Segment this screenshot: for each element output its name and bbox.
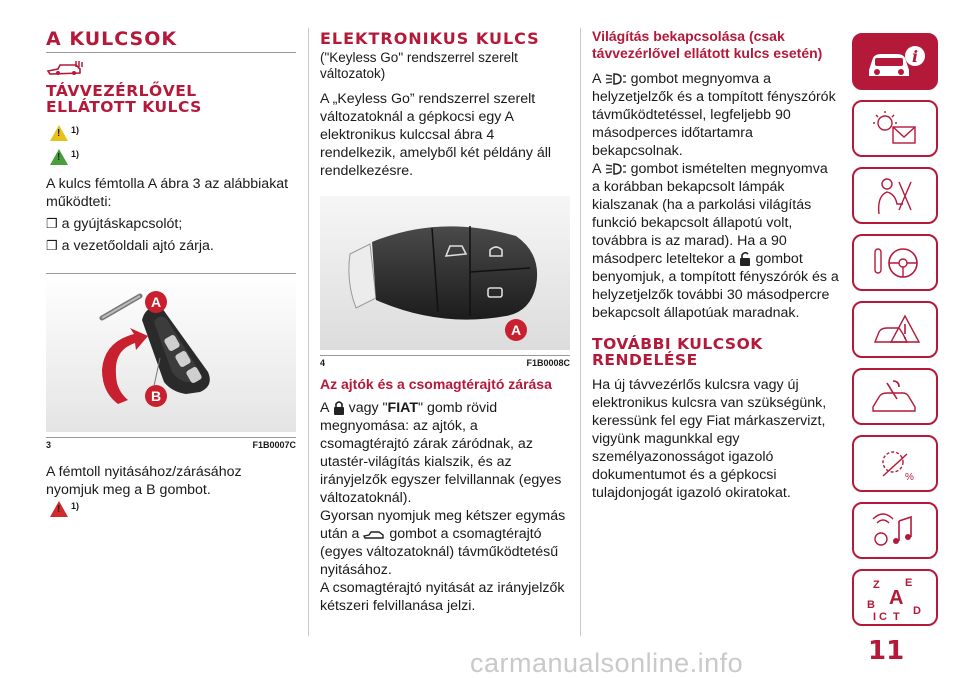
electronic-key-illustration (320, 196, 570, 350)
bullet-door-lock: ❒ a vezetőoldali ajtó zárja. (46, 238, 214, 254)
label-a: A (150, 294, 162, 310)
svg-text:i: i (911, 46, 919, 66)
column-keys (46, 28, 296, 523)
svg-text:D: D (913, 604, 921, 617)
electronic-key-text: A „Keyless Go” rendszerrel szerelt változatoknál a gépkocsi egy A elektronikus kulccsal ábra 4 rendelkezik, amelyből két példány áll rendelkezésre. (320, 91, 552, 179)
remote-key-icon (46, 59, 296, 81)
chapter-tabs (852, 33, 938, 636)
intro-text: A kulcs fémtolla A ábra 3 az alábbiakat működteti: (46, 176, 289, 210)
svg-text:C: C (879, 610, 887, 622)
page-title: A KULCSOK (46, 28, 178, 50)
service-maintenance-icon[interactable] (852, 368, 938, 425)
danger-triangle-icon (50, 501, 68, 517)
heading-door-locking: Az ajtók és a csomagtérajtó zárása (320, 376, 552, 392)
figure-caption: 3 F1B0007C (46, 437, 296, 450)
environment-note-icon (50, 149, 68, 165)
order-keys-text: Ha új távvezérlős kulcsra vagy új elektronikus kulcsra van szükségünk, keressünk fel egy Fiat márkaszervizt, vigyünk magunkkal egy személyazonosságot igazoló dokumentumot és a gépkocsi tulajdonjogát igazoló okiratokat. (592, 377, 827, 501)
door-locking-text: A vagy "FIAT" gomb rövid megnyomása: az ajtók, a csomagtérajtó zárak záródnak, az utastér-világítás kialszik, és az irányjelzők egyszer felvillannak (egyes változatoknál). Gyorsan nyomjuk meg kétszer egymás után a gombot a csomagtérajtó (egyes változatoknál) távműködtetésű nyitásához. A csomagtérajtó nyitását az irányjelzők kétszeri felvillanása jelzi. (320, 400, 566, 614)
svg-text:A: A (889, 586, 904, 609)
lock-icon (333, 400, 345, 416)
page-number: 11 (868, 636, 905, 666)
heading-order-keys: TOVÁBBI KULCSOK RENDELÉSE (592, 335, 763, 369)
lighting-text-1: A gombot megnyomva a helyzetjelzők és a tompított fényszórók távműködtetéssel, legfeljebb 90 másodperces időtartamra bekapcsolnak. (592, 71, 836, 159)
column-divider (580, 28, 581, 636)
figure-caption: 4 F1B0008C (320, 355, 570, 368)
warning-note-green: ! 1) (50, 149, 296, 171)
svg-text:B: B (867, 598, 875, 611)
column-electronic-key (320, 28, 570, 615)
title-divider (46, 52, 296, 53)
unlock-icon (739, 251, 751, 267)
section-title-remote-key: TÁVVEZÉRLŐVEL ELLÁTOTT KULCS (46, 82, 202, 116)
car-info-icon[interactable] (852, 33, 938, 90)
warning-triangle-icon (50, 125, 68, 141)
emergency-icon[interactable] (852, 301, 938, 358)
flip-key-illustration (46, 274, 296, 432)
warning-note-yellow: ! 1) (50, 125, 296, 147)
column-lighting (592, 28, 840, 502)
watermark: carmanualsonline.info (470, 648, 744, 678)
label-a: A (510, 322, 522, 338)
warning-lights-icon[interactable] (852, 100, 938, 157)
svg-text:T: T (893, 610, 900, 622)
section-title-electronic-key: ELEKTRONIKUS KULCS (320, 29, 540, 48)
technical-data-icon[interactable] (852, 435, 938, 492)
multimedia-icon[interactable] (852, 502, 938, 559)
electronic-key-subtitle: ("Keyless Go" rendszerrel szerelt változatok) (320, 50, 518, 81)
svg-text:E: E (905, 576, 913, 589)
figure-4-electronic-key (320, 196, 570, 366)
column-divider (308, 28, 309, 636)
bullet-ignition: ❒ a gyújtáskapcsolót; (46, 216, 183, 232)
tailgate-icon (363, 528, 385, 540)
headlight-icon (605, 163, 627, 175)
svg-text:%: % (905, 471, 914, 483)
index-icon[interactable] (852, 569, 938, 626)
headlight-icon (605, 73, 627, 85)
figure-3-flip-key (46, 273, 296, 450)
outro-text: A fémtoll nyitásához/zárásához nyomjuk meg a B gombot. (46, 464, 242, 498)
label-b: B (150, 388, 162, 404)
heading-lighting: Világítás bekapcsolása (csak távvezérlővel ellátott kulcs esetén) (592, 28, 823, 61)
safety-airbag-icon[interactable] (852, 167, 938, 224)
svg-text:I: I (873, 610, 877, 622)
svg-text:Z: Z (873, 578, 880, 591)
lighting-text-2: A gombot ismételten megnyomva a korábban bekapcsolt lámpák kialszanak (ha a parkolási világítás funkció bekapcsolt állapotú volt, továbbra is az marad). Ha a 90 másodperc leteltekor a gombot benyomjuk, a tompított fényszórók és a helyzetjelzők további 30 másodpercre bekapcsolt állapotúak maradnak. (592, 161, 839, 321)
warning-note-red: ! 1) (50, 501, 296, 523)
starting-driving-icon[interactable] (852, 234, 938, 291)
